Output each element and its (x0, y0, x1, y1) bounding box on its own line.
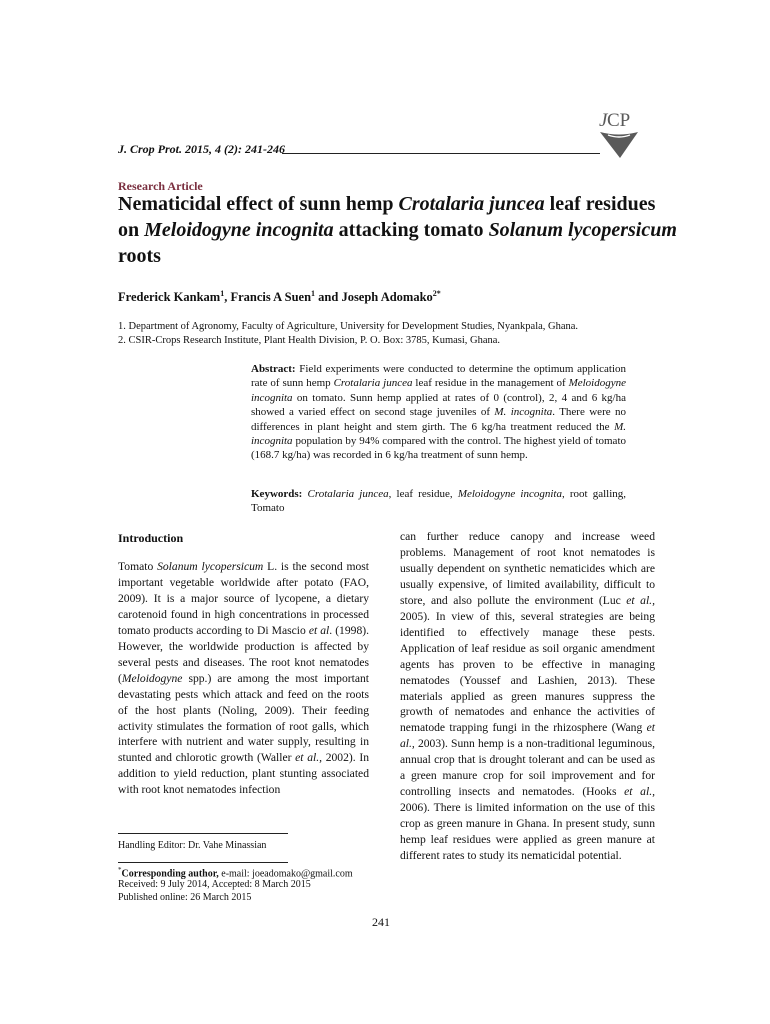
svg-text:CP: CP (607, 110, 631, 131)
page-number: 241 (372, 915, 390, 929)
body-text: 2002). In addition to yield reduction, plant stunting associated with root knot nematodes infection (118, 751, 369, 797)
keyword-text: , root galling, Tomato (251, 488, 627, 515)
body-text: L. is the second most important vegetable worldwide after potato (FAO, 2009). It is a major source of lycopene, a dietary carotenoid found in high concentrations in processed tomato products according to Di Mascio (118, 560, 369, 637)
jcp-journal-logo-icon (596, 106, 642, 164)
title-text: leaf residues on (118, 193, 656, 241)
corresponding-marker: * (118, 866, 122, 874)
abstract-text: Field experiments were conducted to determine the optimum application rate of sunn hemp (251, 363, 626, 390)
keyword-text: , leaf residue, (388, 488, 458, 500)
affiliation-item: 2. CSIR-Crops Research Institute, Plant Health Division, P. O. Box: 3785, Kumasi, Ghana. (118, 335, 501, 346)
article-type-label: Research Article (118, 179, 203, 193)
author-name: Francis A Suen (230, 290, 312, 305)
body-italic: Meloidogyne (121, 671, 183, 685)
body-italic: et al., (626, 593, 655, 607)
title-text: attacking tomato (333, 219, 489, 241)
author-separator: , (224, 290, 231, 305)
abstract-text: on tomato. Sunn hemp applied at rates of 0 (control), 2, 4 and 6 kg/ha showed a varied effect on second stage juveniles of (251, 391, 626, 419)
affiliations (118, 320, 678, 348)
body-text: can further reduce canopy and increase weed problems. Management of root knot nematodes is usually dependent on synthetic nematicides which are usually expensive, of limited availability, difficult to store, and also pollute the environment (Luc (400, 530, 655, 607)
title-text: roots (118, 245, 161, 267)
title-species: Crotalaria juncea (398, 193, 545, 215)
body-text: . (1998). However, the worldwide production is affected by several pests and diseases. The root knot nematodes ( (118, 623, 369, 685)
handling-editor-note: Handling Editor: Dr. Vahe Minassian (118, 840, 267, 851)
footnote-rule (118, 833, 288, 834)
body-italic: et al., (295, 751, 323, 765)
title-species: Solanum lycopersicum (488, 219, 677, 241)
body-italic: Solanum lycopersicum (157, 560, 264, 573)
affiliation-marker: 1 (311, 289, 316, 298)
abstract (251, 362, 626, 463)
introduction-left-column (118, 559, 369, 798)
corresponding-author-note (118, 866, 353, 879)
author-list (118, 289, 441, 305)
keywords (251, 487, 626, 516)
body-text: 2003). Sunn hemp is a non-traditional leguminous, annual crop that is drought tolerant and can be used as a green manure crop for soil improvement and for controlling insects and nematodes. (Hooks (400, 737, 655, 799)
abstract-text: population by 94% compared with the control. The highest yield of tomato (168.7 kg/ha) was recorded in 6 kg/ha treatment of sunn hemp. (251, 435, 626, 462)
introduction-right-column (400, 529, 655, 864)
keywords-label: Keywords: (251, 488, 303, 500)
body-text: 2006). There is limited information on the use of this crop as green manure in Ghana. In present study, sunn hemp leaf residues were applied as green manure at different rates to study its nematicidal potential. (400, 801, 655, 863)
abstract-italic: Meloidogyne incognita (251, 377, 626, 404)
svg-text:J: J (599, 110, 608, 131)
body-text: spp.) are among the most important devastating pests which attack and feed on the roots of the host plants (Noling, 2009). Their feeding activity stimulates the formation of root galls, which interfere with nutrient and water supply, resulting in stunted and chlorotic growth (Waller (118, 671, 369, 765)
received-dates: Received: 9 July 2014, Accepted: 8 March 2015 (118, 879, 311, 890)
published-date: Published online: 26 March 2015 (118, 892, 252, 903)
abstract-italic: Crotalaria juncea (333, 377, 413, 390)
body-italic: et al., (624, 785, 655, 799)
journal-citation: J. Crop Prot. 2015, 4 (2): 241-246 (118, 142, 285, 156)
keyword-italic: Crotalaria juncea (307, 488, 389, 500)
body-italic: et al., (400, 721, 655, 751)
abstract-italic: M. incognita (251, 420, 626, 448)
author-name: Frederick Kankam (118, 290, 221, 305)
affiliation-marker: 1 (220, 289, 225, 298)
footnote-rule (118, 862, 288, 863)
author-name: Joseph Adomako (341, 290, 433, 305)
body-text: 2005). In view of this, several strategies are being identified to effectively manage these pests. Application of leaf residue as soil organic amendment agents has proven to be effective in managing nematodes (Youssef and Lashien, 2013). These materials applied as green manures suppress the growth of nematodes and enhance the activities of nematode trapping fungi in the rhizosphere (Wang (400, 609, 655, 735)
title-text: Nematicidal effect of sunn hemp (118, 193, 399, 215)
abstract-text: . There were no differences in plant height and stem girth. The 6 kg/ha treatment reduced the (251, 406, 627, 433)
header-rule (282, 153, 600, 154)
introduction-heading: Introduction (118, 531, 184, 545)
article-title (118, 191, 678, 269)
body-text: Tomato (118, 560, 158, 573)
abstract-text: leaf residue in the management of (412, 377, 569, 390)
corresponding-email: e-mail: joeadomako@gmail.com (218, 868, 353, 880)
affiliation-marker: 2* (432, 289, 441, 298)
abstract-label: Abstract: (251, 363, 296, 375)
affiliation-item: 1. Department of Agronomy, Faculty of Agriculture, University for Development Studies, Nyankpala, Ghana. (118, 321, 579, 332)
abstract-italic: M. incognita (494, 406, 553, 419)
title-species: Meloidogyne incognita (144, 219, 334, 241)
corresponding-label: Corresponding author, (121, 868, 219, 880)
keyword-italic: Meloidogyne incognita (457, 488, 562, 500)
author-separator: and (315, 290, 342, 305)
body-italic: et al (308, 623, 330, 637)
